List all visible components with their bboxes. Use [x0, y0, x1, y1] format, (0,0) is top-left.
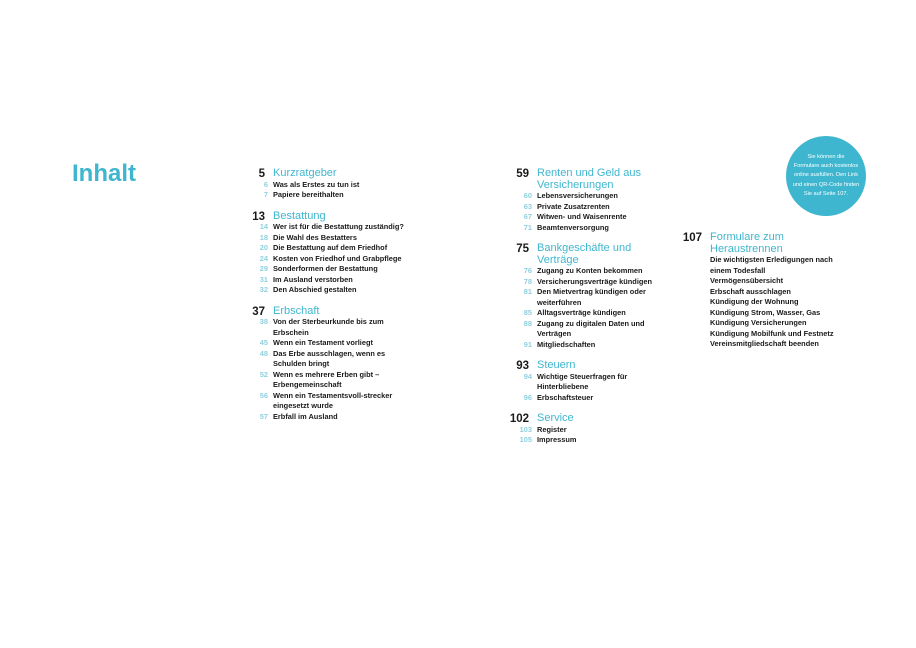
- entry-page-number: 24: [259, 253, 268, 263]
- entry-title: Wenn es mehrere Erben gibt – Erbengemeinschaft: [273, 369, 380, 389]
- form-list-item: Kündigung Strom, Wasser, Gas: [710, 307, 821, 317]
- entry-page-number: 60: [523, 191, 532, 200]
- entry-title: Den Abschied gestalten: [273, 285, 357, 294]
- section-title: Kurzratgeber: [273, 167, 337, 179]
- toc-entry: [523, 222, 669, 234]
- toc-section: [516, 242, 669, 350]
- entry-page-number: 71: [523, 222, 532, 232]
- entry-title: Was als Erstes zu tun ist: [273, 179, 360, 189]
- entry-page-number: 18: [259, 232, 268, 242]
- entry-page-number: 67: [523, 212, 532, 221]
- section-title: Renten und Geld aus Versicherungen: [537, 167, 641, 191]
- toc-entry: [259, 348, 413, 370]
- entry-title: Zugang zu digitalen Daten und Verträgen: [537, 318, 645, 338]
- entry-page-number: 81: [523, 287, 532, 296]
- entry-page-number: 103: [519, 424, 532, 434]
- entry-title: Im Ausland verstorben: [273, 274, 353, 284]
- entry-title: Lebensversicherungen: [537, 191, 618, 200]
- toc-entry: [263, 190, 413, 201]
- entry-page-number: 88: [523, 318, 532, 328]
- form-list-item: Kündigung Mobilfunk und Festnetz: [710, 328, 834, 338]
- entry-page-number: 96: [523, 392, 532, 402]
- toc-entry: [259, 369, 413, 391]
- toc-entry: [259, 232, 413, 244]
- entry-title: Beamtenversorgung: [537, 222, 609, 232]
- entry-page-number: 38: [259, 317, 268, 326]
- section-page-number: 93: [516, 360, 529, 372]
- section-page-number: 102: [509, 413, 529, 425]
- toc-entry: [259, 411, 413, 423]
- entry-title: Erbfall im Ausland: [273, 411, 338, 421]
- info-badge-text: Sie können die Formulare auch kostenlos online ausfüllen. Den Link und einen QR-Code finden Sie auf Seite 107.: [792, 153, 860, 197]
- form-list-item: Die wichtigsten Erledigungen nach einem Todesfall: [710, 255, 833, 275]
- toc-entry: [523, 201, 669, 213]
- toc-entry: [259, 317, 413, 338]
- toc-entry: [523, 318, 669, 340]
- toc-section-heading: [258, 167, 413, 180]
- entry-title: Von der Sterbeurkunde bis zum Erbschein: [273, 317, 384, 337]
- entry-page-number: 91: [523, 339, 532, 349]
- form-list-item: Erbschaft ausschlagen: [710, 286, 791, 296]
- toc-section-heading: [516, 242, 669, 266]
- toc-section: [516, 359, 669, 403]
- entry-title: Kosten von Friedhof und Grabpflege: [273, 253, 402, 263]
- entry-page-number: 45: [259, 338, 268, 347]
- toc-entry: [259, 390, 413, 412]
- entry-title: Zugang zu Konten bekommen: [537, 266, 643, 275]
- toc-entry: [523, 308, 669, 319]
- section-title: Service: [537, 412, 574, 424]
- entry-page-number: 20: [259, 243, 268, 252]
- section-page-number: 75: [516, 243, 529, 255]
- toc-entry: [259, 338, 413, 349]
- section-page-number: 5: [258, 168, 265, 180]
- toc-entry: [523, 287, 669, 308]
- toc-section-heading: [252, 304, 413, 318]
- entry-page-number: 56: [259, 390, 268, 400]
- entry-title: Private Zusatzrenten: [537, 201, 610, 211]
- section-page-number: 13: [252, 210, 265, 223]
- toc-section: [252, 304, 413, 423]
- entry-title: Das Erbe ausschlagen, wenn es Schulden bringt: [273, 348, 386, 368]
- entry-title: Mitgliedschaften: [537, 339, 596, 349]
- entry-page-number: 94: [523, 371, 532, 381]
- entry-page-number: 6: [263, 179, 268, 189]
- entry-page-number: 14: [259, 222, 268, 231]
- toc-entry: [263, 179, 413, 191]
- toc-entry: [519, 435, 669, 446]
- entry-page-number: 31: [259, 274, 268, 284]
- entry-title: Impressum: [537, 435, 577, 444]
- section-page-number: 59: [516, 168, 529, 180]
- entry-page-number: 29: [259, 264, 268, 273]
- toc-entry: [523, 339, 669, 351]
- toc-entry: [259, 274, 413, 286]
- entry-title: Die Bestattung auf dem Friedhof: [273, 243, 388, 252]
- toc-entry: [259, 222, 413, 233]
- entry-page-number: 32: [259, 285, 268, 294]
- entry-page-number: 48: [259, 348, 268, 358]
- entry-title: Wenn ein Testamentsvoll-strecker eingesetzt wurde: [273, 390, 393, 410]
- section-title: Formulare zum Heraustrennen: [710, 231, 784, 255]
- entry-page-number: 76: [523, 266, 532, 275]
- form-list-item: Kündigung Versicherungen: [710, 318, 807, 327]
- entry-title: Wichtige Steuerfragen für Hinterbliebene: [537, 371, 628, 391]
- section-title: Erbschaft: [273, 304, 320, 317]
- toc-entry: [519, 424, 669, 436]
- toc-column-3: [682, 231, 835, 360]
- toc-entry: [523, 392, 669, 404]
- toc-section-heading: [252, 209, 413, 223]
- entry-page-number: 52: [259, 369, 268, 379]
- entry-title: Erbschaftsteuer: [537, 392, 594, 402]
- entry-title: Papiere bereithalten: [273, 190, 344, 199]
- form-list-item: Vermögensübersicht: [710, 276, 784, 285]
- toc-entry: [523, 371, 669, 393]
- toc-section-heading: [682, 231, 835, 255]
- toc-column-2: [509, 167, 669, 456]
- entry-page-number: 85: [523, 308, 532, 317]
- toc-section: [252, 209, 413, 296]
- entry-title: Witwen- und Waisenrente: [537, 212, 627, 221]
- entry-title: Wer ist für die Bestattung zuständig?: [273, 222, 404, 231]
- toc-entry: [259, 264, 413, 275]
- entry-title: Versicherungsverträge kündigen: [537, 276, 653, 286]
- toc-entry: [523, 276, 669, 288]
- section-title: Bestattung: [273, 209, 326, 222]
- toc-section: [682, 231, 835, 350]
- form-list-item: Kündigung der Wohnung: [710, 297, 799, 306]
- section-title: Steuern: [537, 359, 576, 371]
- page-title: Inhalt: [72, 160, 136, 187]
- section-title: Bankgeschäfte und Verträge: [537, 242, 632, 266]
- section-page-number: 37: [252, 305, 265, 318]
- entry-page-number: 7: [263, 190, 268, 199]
- toc-section-heading: [509, 412, 669, 425]
- entry-title: Die Wahl des Bestatters: [273, 232, 357, 242]
- toc-section-heading: [516, 167, 669, 191]
- entry-page-number: 105: [519, 435, 532, 444]
- entry-title: Register: [537, 424, 567, 434]
- toc-section-heading: [516, 359, 669, 372]
- entry-page-number: 57: [259, 411, 268, 421]
- toc-section: [509, 412, 669, 446]
- toc-entry: [523, 212, 669, 223]
- toc-section: [516, 167, 669, 233]
- toc-entry: [523, 191, 669, 202]
- toc-entry: [259, 253, 413, 265]
- entry-title: Alltagsverträge kündigen: [537, 308, 626, 317]
- entry-page-number: 78: [523, 276, 532, 286]
- section-page-number: 107: [682, 232, 702, 244]
- info-badge: [786, 136, 866, 216]
- toc-column-1: [252, 167, 413, 432]
- toc-section: [258, 167, 413, 201]
- entry-title: Den Mietvertrag kündigen oder weiterführen: [537, 287, 646, 307]
- entry-page-number: 63: [523, 201, 532, 211]
- entry-title: Sonderformen der Bestattung: [273, 264, 378, 273]
- form-list-item: Vereinsmitgliedschaft beenden: [710, 339, 819, 348]
- toc-entry: [523, 266, 669, 277]
- toc-entry: [259, 243, 413, 254]
- toc-entry: [259, 285, 413, 296]
- entry-title: Wenn ein Testament vorliegt: [273, 338, 373, 347]
